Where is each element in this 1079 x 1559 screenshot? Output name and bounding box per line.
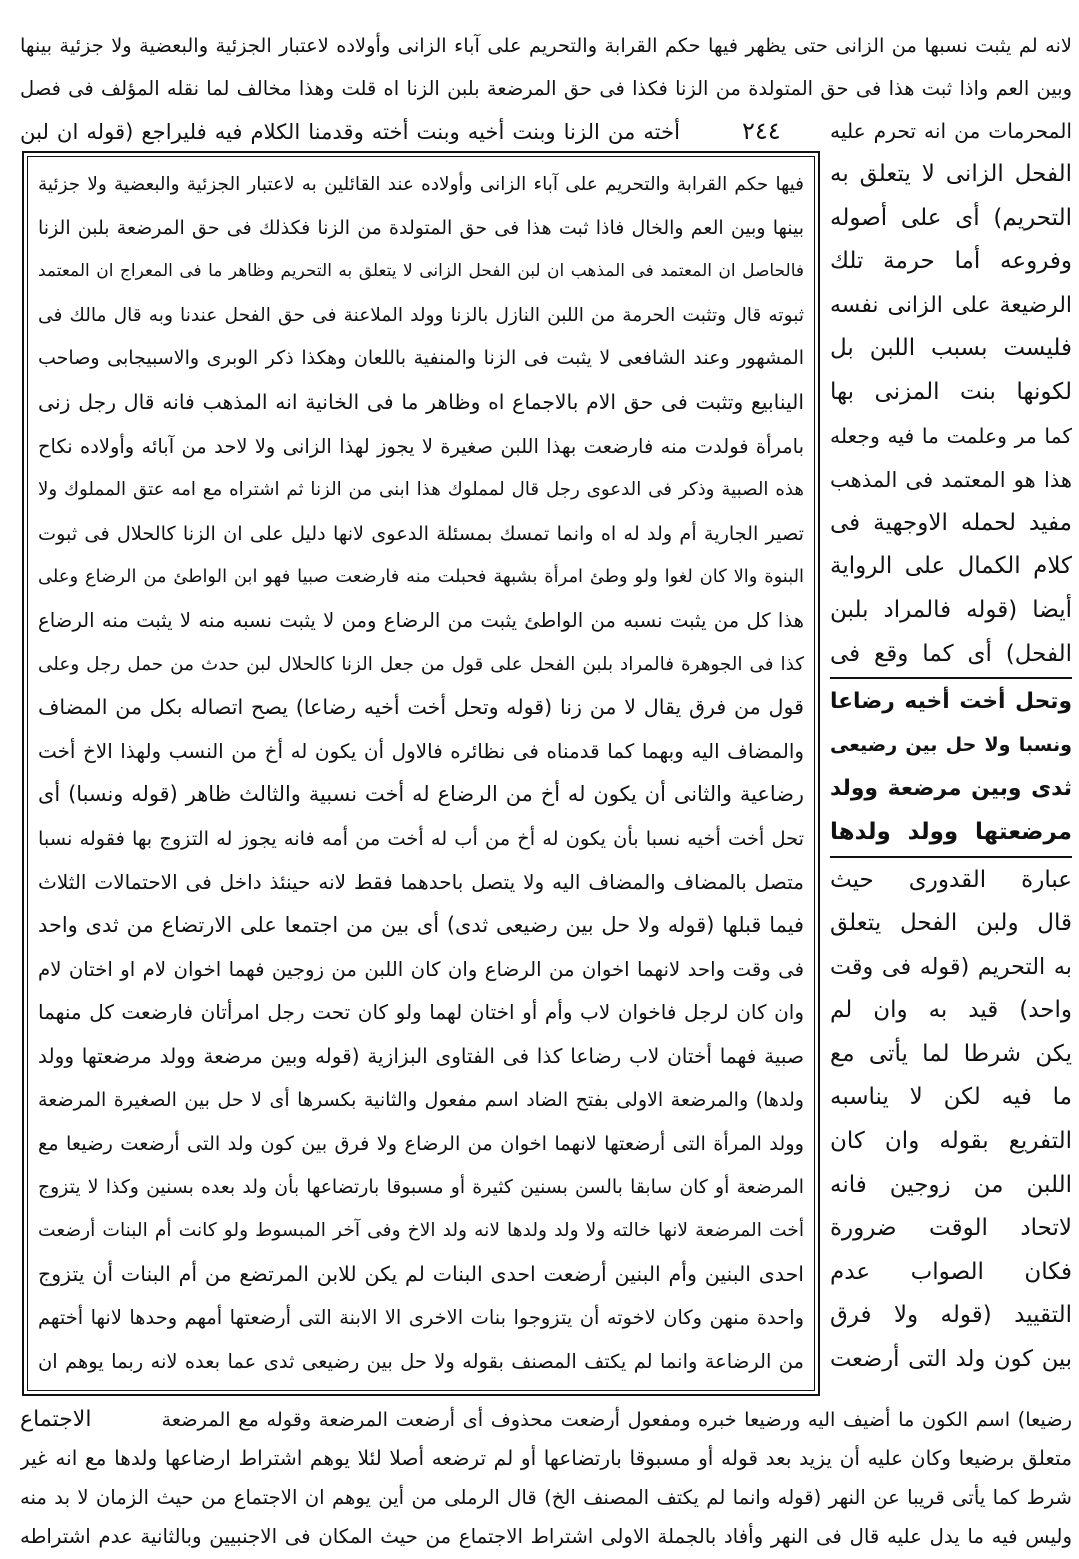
side-divider [830,677,1072,679]
boxed-commentary-line: رضاعية والثانى أن يكون له أخ من الرضاع له أخت نسبية والثالث ظاهر (قوله ونسبا) أى [38,782,804,807]
boxed-commentary-line: البنوة والا كان لغوا ولو وطئ امرأة بشبهة فحبلت منه فارضعت صبيا فهو ابن الواطئ من الرضاع وعلى [38,566,804,588]
bottom-commentary [20,1400,1072,1556]
side-commentary-line: وفروعه أما حرمة تلك [830,248,1072,275]
matn-text [830,680,1072,854]
side-commentary-line: قال ولبن الفحل يتعلق [830,910,1072,937]
side-commentary-line: اللبن من زوجين فانه [830,1171,1072,1198]
matn-line: ثدى وبين مرضعة وولد [830,776,1072,802]
boxed-commentary-line: تحل أخت أخيه نسبا بأن يكون له أخ من أب له أخت من أمه فانه يجوز له التزوج بها فقوله نسبا [38,826,804,850]
boxed-commentary-line: متصل بالمضاف والمضاف اليه ولا يتصل باحدهما فقط لانه حينئذ داخل فى الاحتمالات الثلاث [38,869,804,894]
boxed-commentary-line: فيها حكم القرابة والتحريم على آباء الزانى وأولاده عند القائلين به لاعتبار الجزئية والبعضية ولا جزئية [38,174,804,195]
boxed-commentary-line: كذا فى الجوهرة فالمراد بلبن الفحل على قول من جعل الزنا كالحلال لبن حدث من حمل رجل وعلى [38,653,804,675]
side-divider [830,856,1072,858]
top-commentary-line-left-part: أخته من الزنا وبنت أخيه وبنت أخته وقدمنا الكلام فيه فليراجع (قوله ان لبن [20,119,680,144]
boxed-commentary-line: من الرضاعة وانما لم يكتف المصنف بقوله ولا حل بين رضيعى ثدى عما بعده لانه ربما يوهم ان [38,1350,804,1374]
side-commentary-line: لكونها بنت المزنى بها [830,378,1072,405]
boxed-commentary-line: ثبوته قال وتثبت الحرمة من اللبن النازل بالزنا وولد الملاعنة فى حق الفحل عندنا وبه قال مالك فى [38,304,804,326]
side-commentary-line: الفحل الزانى لا يتعلق به [830,161,1072,187]
bottom-commentary-line: وليس فيه ما يدل عليه قال فى النهر وأفاد بالجملة الاولى اشتراط الاجتماع من حيث المكان فى الاجنبيين وبالثانية عدم اشتراطه [20,1525,1072,1548]
boxed-commentary-line: تصير الجارية أم ولد له اه وانما تمسك بمسئلة الدعوى لانها دليل على ان الزنا كالحلال فى ثبوت [38,521,804,545]
side-commentary-line: كلام الكمال على الرواية [830,553,1072,580]
boxed-commentary-line: والمضاف اليه وبهما كما قدمناه فى نظائره فالاول أن يكون له أخ من النسب ولهذا الاخ أخت [38,738,804,763]
bottom-commentary-line: متعلق برضيعا وكان عليه أن يزيد بعد قوله أو مسبوقا بارتضاعها أو لم ترضعه أصلا لئلا يوهم اشتراط ارضاعها ولدها مع انه غير [20,1446,1072,1470]
commentary-box-inner-frame [27,156,815,1391]
bottom-commentary-line: رضيعا) اسم الكون ما أضيف اليه ورضيعا خبره ومفعول أرضعت محذوف أى أرضعت المرضعة وقوله مع المرضعة [161,1408,1072,1431]
boxed-commentary-line: الينابيع وتثبت فى حق الام بالاجماع اه وظاهر ما فى الخانية انه المذهب فانه قال رجل زنى [38,389,804,414]
boxed-commentary-line: بينها وبين العم والخال فاذا ثبت هذا فى حق المتولدة من الزنا فكذلك فى حق المرضعة بلبن الزنا [38,216,804,239]
boxed-commentary-line: صبية فهما أختان لاب رضاعا كذا فى الفتاوى البزازية (قوله وبين مرضعة وولد مرضعتها وولد [38,1043,804,1068]
top-commentary-line: وبين العم واذا ثبت هذا فى حق المتولدة من الزنا فكذا فى حق المرضعة بلبن الزنا اه قلت وهذا مخالف لما نقله المؤلف فى فصل [20,77,1072,100]
matn-line: وتحل أخت أخيه رضاعا [830,689,1072,715]
side-commentary-line: أيضا (قوله فالمراد بلبن [830,596,1072,623]
side-commentary-line: يكن شرطا لما يأتى مع [830,1040,1072,1067]
side-commentary-line: مفيد لحمله الاوجهية فى [830,509,1072,536]
boxed-commentary-line: واحدة منهن وكان لاخوته أن يتزوجوا بنات الاخرى الا الابنة التى أرضعتها أمهم وحدها لانها أختهم [38,1306,804,1330]
boxed-commentary-line: قول من فرق يقال لا من زنا (قوله وتحل أخت أخيه رضاعا) يصح اتصاله بكل من المضاف [38,695,804,720]
boxed-commentary-line: بامرأة فولدت منه فارضعت بهذا اللبن صغيرة لا يجوز لهذا الزانى ولا لاحد من آبائه وأولاده نكاح [38,434,804,458]
matn-line: ونسبا ولا حل بين رضيعى [830,733,1072,756]
boxed-commentary-line: فالحاصل ان المعتمد فى المذهب ان لبن الفحل الزانى لا يتعلق به التحريم وظاهر ما فى المعراج ان المعتمد [38,261,804,282]
commentary-box [22,151,820,1396]
side-commentary-line: لاتحاد الوقت ضرورة [830,1215,1072,1242]
matn-line: مرضعتها وولد ولدها [830,818,1072,845]
catchword: الاجتماع [20,1407,92,1432]
top-commentary [20,24,1072,153]
boxed-commentary-line: وان كان لرجل فاخوان لاب وأم أو اختان لهما ولو كان تحت رجل امرأتان فارضعت كل منهما [38,1000,804,1025]
side-commentary-line: بين كون ولد التى أرضعت [830,1346,1072,1373]
side-commentary-line: ما فيه لكن لا يناسبه [830,1084,1072,1111]
side-commentary-line: التفريع بقوله وان كان [830,1128,1072,1155]
side-commentary-line: به التحريم (قوله فى وقت [830,953,1072,980]
side-commentary-line: الرضيعة على الزانى نفسه [830,292,1072,318]
top-commentary-line-right-part: المحرمات من انه تحرم عليه [830,119,1072,143]
bottom-commentary-row [20,1400,1072,1439]
page-number: ٢٤٤ [742,117,781,145]
boxed-commentary-line: فى وقت واحد لانهما اخوان من الرضاع وان كان اللبن من زوجين فهما اخوان لام او اختان لام [38,957,804,981]
side-commentary-line: فليست بسبب اللبن بل [830,335,1072,362]
side-commentary-line: فكان الصواب عدم [830,1258,1072,1285]
boxed-commentary-line: المشهور وعند الشافعى لا يثبت فى الزنا والمنفية باللعان وهكذا ذكر الوبرى والاسبيجابى وصاحب [38,347,804,370]
side-commentary-upper [830,153,1072,676]
side-commentary-line: كما مر وعلمت ما فيه وجعله [830,423,1072,448]
side-commentary-line: التحريم) أى على أصوله [830,204,1072,231]
boxed-commentary-line: فيما قبلها (قوله ولا حل بين رضيعى ثدى) أى بين من اجتمعا على الارتضاع من ثدى واحد [38,913,804,938]
side-commentary-line: واحد) قيد به وان لم [830,997,1072,1024]
side-column [830,153,1072,1382]
boxed-commentary-line: هذه الصبية وذكر فى الدعوى رجل قال لمملوك هذا ابنى من الزنا ثم اشتراه مع امه عتق المملوك ولا [38,479,804,501]
side-commentary-lower [830,859,1072,1382]
side-commentary-line: هذا هو المعتمد فى المذهب [830,467,1072,493]
boxed-commentary-line: احدى البنين وأم البنين أرضعت احدى البنات لم يكن للابن المرتضع من أم البنات أن يتزوج [38,1261,804,1286]
top-commentary-line: لانه لم يثبت نسبها من الزانى حتى يظهر فيها حكم القرابة والتحريم على آباء الزانى وأولاده لاعتبار الجزئية والبعضية ولا جزئية بينها [20,34,1072,57]
side-commentary-line: عبارة القدورى حيث [830,866,1072,893]
side-commentary-line: التقييد (قوله ولا فرق [830,1302,1072,1329]
top-commentary-row-with-page-number [20,110,1072,153]
boxed-commentary-line: هذا كل من يثبت نسبه من الواطئ يثبت من الرضاع ومن لا يثبت نسبه منه لا يثبت منه الرضاع [38,608,804,632]
boxed-commentary-line: ولدها) والمرضعة الاولى بفتح الضاد اسم مفعول والثانية بكسرها أى لا حل بين الصغيرة المرضعة [38,1088,804,1112]
boxed-commentary-line: أخت المرضعة لانها خالته ولا ولد ولدها لانه ولد الاخ وفى آخر المبسوط ولو كانت أم البنات أرضعت [38,1220,804,1242]
boxed-commentary-line: وولد المرأة التى أرضعتها لانهما اخوان من الرضاع ولا فرق بين كون ولد التى أرضعت رضيعا مع [38,1132,804,1156]
boxed-commentary-line: المرضعة أو كان سابقا بالسن بسنين كثيرة أو مسبوقا بارتضاعها بأن ولد بعده بسنين وكذا لا يتزوج [38,1176,804,1198]
side-commentary-line: الفحل) أى كما وقع فى [830,640,1072,667]
bottom-commentary-line: شرط كما يأتى قريبا عن النهر (قوله وانما لم يكتف المصنف الخ) قال الرملى من أين يوهم ان الاجتماع من حيث الزمان لا بد منه [20,1486,1072,1509]
